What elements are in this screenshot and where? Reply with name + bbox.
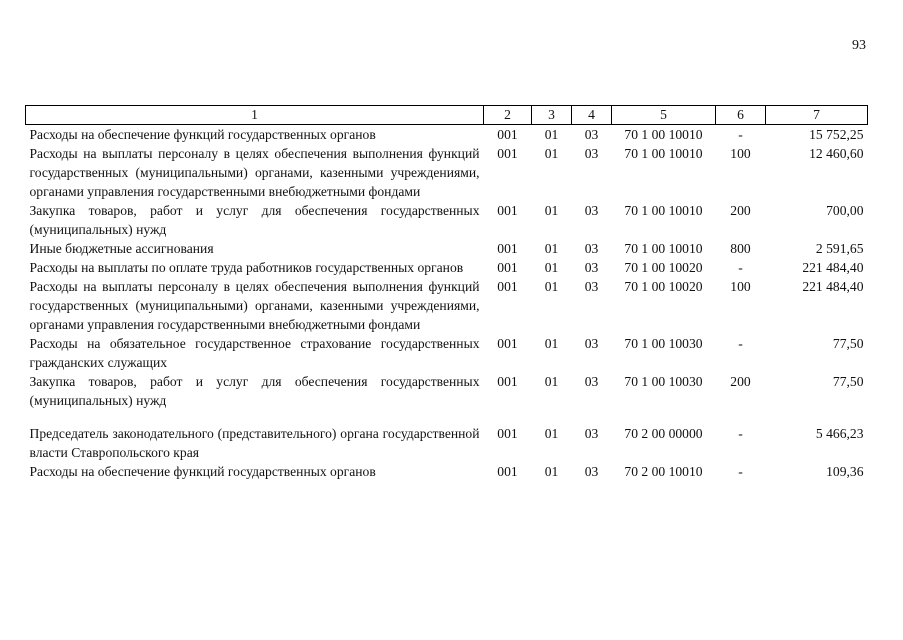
expense-name: Закупка товаров, работ и услуг для обеспечения государственных (муниципальных) нужд (29, 374, 480, 408)
expense-type-code: 100 (730, 146, 751, 161)
target-article-code: 70 1 00 10010 (624, 203, 703, 218)
subsection-code: 03 (584, 374, 599, 389)
table-header-row (26, 106, 868, 125)
expense-type-code: 800 (730, 241, 751, 256)
table-row (26, 277, 868, 334)
expense-name: Расходы на выплаты по оплате труда работников государственных органов (29, 260, 464, 275)
table-spacer (26, 410, 868, 424)
ministry-code: 001 (497, 279, 518, 294)
expense-type-code: 200 (730, 203, 751, 218)
expense-name: Расходы на обязательное государственное страхование государственных гражданских служащих (29, 336, 480, 370)
table-row (26, 239, 868, 258)
table-row (26, 144, 868, 201)
ministry-code: 001 (497, 127, 518, 142)
table-row (26, 125, 868, 145)
amount: 77,50 (832, 336, 864, 351)
expense-type-code: - (738, 464, 743, 479)
target-article-code: 70 1 00 10010 (624, 146, 703, 161)
expense-name: Иные бюджетные ассигнования (29, 241, 214, 256)
column-header: 5 (612, 106, 716, 125)
subsection-code: 03 (584, 426, 599, 441)
amount: 221 484,40 (802, 279, 864, 294)
expense-name: Расходы на выплаты персоналу в целях обеспечения выполнения функций государственных (муниципальными) органами, казенными учреждениями, органами управления государственными внебюджетными фондами (29, 279, 480, 332)
expense-type-code: - (738, 336, 743, 351)
amount: 12 460,60 (809, 146, 864, 161)
table-row (26, 372, 868, 410)
section-code: 01 (544, 203, 559, 218)
section-code: 01 (544, 374, 559, 389)
ministry-code: 001 (497, 464, 518, 479)
target-article-code: 70 1 00 10030 (624, 336, 703, 351)
expense-name: Расходы на обеспечение функций государственных органов (29, 127, 376, 142)
expense-type-code: 200 (730, 374, 751, 389)
subsection-code: 03 (584, 279, 599, 294)
column-header: 4 (572, 106, 612, 125)
target-article-code: 70 2 00 00000 (624, 426, 703, 441)
page-number: 93 (852, 38, 866, 53)
ministry-code: 001 (497, 336, 518, 351)
table-row (26, 201, 868, 239)
target-article-code: 70 1 00 10020 (624, 279, 703, 294)
subsection-code: 03 (584, 203, 599, 218)
expense-name: Председатель законодательного (представительного) органа государственной власти Ставропольского края (29, 426, 480, 460)
expense-name: Расходы на обеспечение функций государственных органов (29, 464, 376, 479)
table-row (26, 462, 868, 481)
target-article-code: 70 1 00 10020 (624, 260, 703, 275)
amount: 109,36 (826, 464, 864, 479)
amount: 15 752,25 (809, 127, 864, 142)
target-article-code: 70 1 00 10030 (624, 374, 703, 389)
amount: 700,00 (826, 203, 864, 218)
expense-type-code: - (738, 426, 743, 441)
subsection-code: 03 (584, 336, 599, 351)
section-code: 01 (544, 464, 559, 479)
target-article-code: 70 2 00 10010 (624, 464, 703, 479)
amount: 77,50 (832, 374, 864, 389)
subsection-code: 03 (584, 146, 599, 161)
target-article-code: 70 1 00 10010 (624, 127, 703, 142)
subsection-code: 03 (584, 464, 599, 479)
ministry-code: 001 (497, 146, 518, 161)
amount: 5 466,23 (815, 426, 864, 441)
table-row (26, 334, 868, 372)
ministry-code: 001 (497, 241, 518, 256)
expense-type-code: - (738, 260, 743, 275)
column-header: 6 (716, 106, 766, 125)
section-code: 01 (544, 279, 559, 294)
expense-type-code: - (738, 127, 743, 142)
column-header: 7 (766, 106, 868, 125)
column-header: 2 (484, 106, 532, 125)
subsection-code: 03 (584, 260, 599, 275)
column-header: 3 (532, 106, 572, 125)
ministry-code: 001 (497, 203, 518, 218)
section-code: 01 (544, 146, 559, 161)
subsection-code: 03 (584, 241, 599, 256)
budget-table (25, 105, 868, 481)
section-code: 01 (544, 260, 559, 275)
section-code: 01 (544, 336, 559, 351)
ministry-code: 001 (497, 374, 518, 389)
expense-name: Расходы на выплаты персоналу в целях обеспечения выполнения функций государственных (муниципальными) органами, казенными учреждениями, органами управления государственными внебюджетными фондами (29, 146, 480, 199)
table-row (26, 258, 868, 277)
expense-name: Закупка товаров, работ и услуг для обеспечения государственных (муниципальных) нужд (29, 203, 480, 237)
section-code: 01 (544, 127, 559, 142)
ministry-code: 001 (497, 426, 518, 441)
target-article-code: 70 1 00 10010 (624, 241, 703, 256)
section-code: 01 (544, 241, 559, 256)
amount: 221 484,40 (802, 260, 864, 275)
section-code: 01 (544, 426, 559, 441)
expense-type-code: 100 (730, 279, 751, 294)
table-row (26, 424, 868, 462)
amount: 2 591,65 (815, 241, 864, 256)
subsection-code: 03 (584, 127, 599, 142)
ministry-code: 001 (497, 260, 518, 275)
column-header: 1 (26, 106, 484, 125)
